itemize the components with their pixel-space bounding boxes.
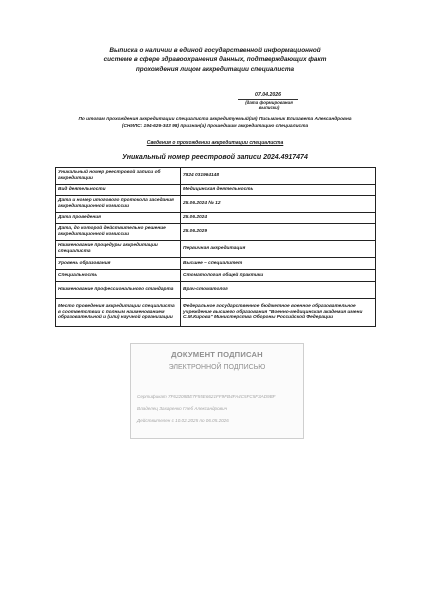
- row-key: Дата и номер итогового протокола заседания аккредитационной комиссии: [56, 196, 181, 213]
- formation-date: 07.04.2026: [238, 92, 298, 100]
- document-title-line-1: Выписка о наличии в единой государственной информационной: [109, 47, 321, 54]
- table-row: [56, 196, 376, 213]
- row-key: Уровень образования: [56, 258, 181, 270]
- row-key: Специальность: [56, 270, 181, 282]
- table-row: [56, 185, 376, 196]
- row-value: 25.06.2024: [181, 213, 376, 224]
- stamp-validity: Действителен с 10.02.2025 по 06.05.2026: [137, 418, 229, 423]
- row-key: Наименование профессионального стандарта: [56, 282, 181, 299]
- document-title-line-2: системе в сфере здравоохранения данных, подтверждающих факт: [103, 56, 327, 64]
- row-value: Врач-стоматолог: [181, 282, 376, 299]
- row-value: 25.06.2024 № 12: [181, 196, 376, 213]
- intro-line-2: (СНИЛС: 194-626-343 98) признан(а) прошедшим аккредитацию специалиста: [121, 124, 309, 129]
- row-value: 7824 031964148: [181, 168, 376, 185]
- document-title: [60, 46, 370, 74]
- table-row: [56, 213, 376, 224]
- stamp-certificate: Сертификат 7F62208BE7F55E6621FF9FB4FA4C5FC5F3AD9BF: [137, 394, 276, 399]
- row-key: Дата проведения: [56, 213, 181, 224]
- electronic-signature-stamp: [130, 343, 304, 439]
- intro-line-1: По итогам прохождения аккредитации специалиста аккредитуемый(ая) Письманик Елизавета Александровна: [78, 117, 352, 122]
- row-value: Федеральное государственное бюджетное военное образовательное учреждение высшего образования "Военно-медицинская академия имени С.М.Кирова" Министерства Обороны Российской Федерации: [181, 299, 376, 327]
- row-key: Вид деятельности: [56, 185, 181, 196]
- accreditation-table: [55, 167, 376, 327]
- registry-number: Уникальный номер реестровой записи 2024.4917474: [122, 154, 308, 161]
- row-key: Уникальный номер реестровой записи об аккредитации: [56, 168, 181, 185]
- row-key: Наименование процедуры аккредитации специалиста: [56, 241, 181, 258]
- table-row: [56, 299, 376, 327]
- table-row: [56, 168, 376, 185]
- table-row: [56, 224, 376, 241]
- row-value: Первичная аккредитация: [181, 241, 376, 258]
- table-row: [56, 258, 376, 270]
- row-value: 25.06.2029: [181, 224, 376, 241]
- section-caption: Сведения о прохождении аккредитации специалиста: [146, 140, 284, 146]
- table-row: [56, 241, 376, 258]
- table-row: [56, 282, 376, 299]
- row-key: Место проведения аккредитации специалиста в соответствии с полным наименованием образовательной и (или) научной организации: [56, 299, 181, 327]
- row-value: Стоматология общей практики: [181, 270, 376, 282]
- row-key: Дата, до которой действительно решение аккредитационной комиссии: [56, 224, 181, 241]
- table-row: [56, 270, 376, 282]
- stamp-subtitle: ЭЛЕКТРОННОЙ ПОДПИСЬЮ: [168, 364, 266, 371]
- formation-date-caption: (дата формирования выписки): [245, 100, 293, 110]
- stamp-owner: Владелец Захаренко Глеб Александрович: [137, 406, 227, 411]
- document-title-line-3: прохождения лицом аккредитации специалиста: [135, 65, 295, 73]
- row-value: Медицинская деятельность: [181, 185, 376, 196]
- row-value: Высшее – специалитет: [181, 258, 376, 270]
- intro-text: [60, 116, 370, 130]
- stamp-title: ДОКУМЕНТ ПОДПИСАН: [171, 350, 263, 359]
